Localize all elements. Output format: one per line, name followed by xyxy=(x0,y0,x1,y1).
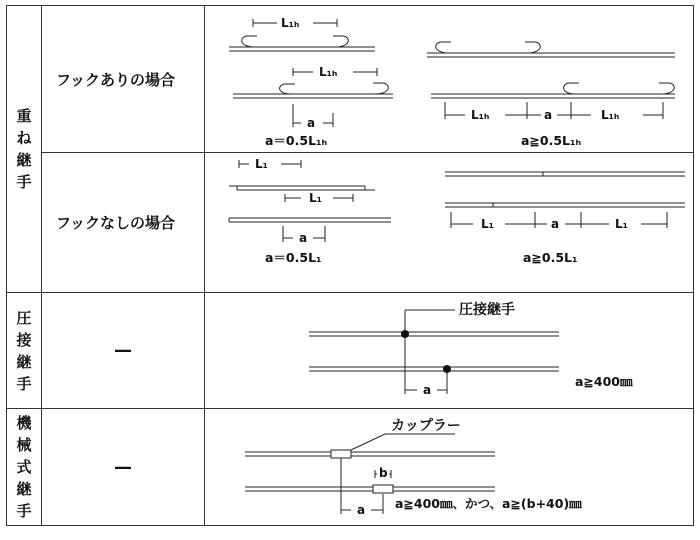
category-char: 継 xyxy=(16,151,32,169)
pressure-weld-category xyxy=(7,293,42,409)
category-char: 械 xyxy=(16,436,32,454)
pressure-weld-diagram-cell xyxy=(205,293,694,409)
hooked-lap-diagram-cell xyxy=(205,6,694,153)
category-char: 接 xyxy=(16,330,32,349)
a-label: a xyxy=(423,382,432,397)
category-char: 手 xyxy=(16,374,32,393)
a-label: a xyxy=(544,107,553,122)
category-char: 式 xyxy=(16,458,32,476)
category-char: 継 xyxy=(16,480,32,498)
plain-sub-label: フックなしの場合 xyxy=(42,153,205,293)
rebar-joint-table xyxy=(6,5,694,526)
mechanical-joint-category xyxy=(7,409,42,526)
caption-right: a≧0.5L₁ xyxy=(523,249,578,265)
pressure-weld-diagram xyxy=(205,294,700,408)
category-char: ね xyxy=(16,129,32,147)
lap-joint-plain-row xyxy=(7,153,694,293)
length-label: L₁ xyxy=(255,156,268,171)
length-label: L₁ xyxy=(309,190,322,205)
mechanical-joint-row xyxy=(7,409,694,526)
pressure-weld-title: 圧接継手 xyxy=(459,301,515,318)
category-char: 手 xyxy=(16,173,32,191)
lap-joint-hooked-row xyxy=(7,6,694,153)
b-label: b xyxy=(379,465,388,480)
length-label: L₁ₕ xyxy=(281,15,300,30)
pressure-weld-sub-label: — xyxy=(42,293,205,409)
pressure-weld-row xyxy=(7,293,694,409)
mechanical-joint-sub-label: — xyxy=(42,409,205,526)
caption-left: a＝0.5L₁ₕ xyxy=(265,132,328,148)
hooked-sub-label: フックありの場合 xyxy=(42,6,205,153)
mechanical-joint-caption: a≧400㎜、かつ、a≧(b+40)㎜ xyxy=(395,495,582,511)
category-char: 機 xyxy=(16,414,32,432)
category-char: 継 xyxy=(16,352,32,371)
category-char: 手 xyxy=(16,502,32,520)
length-label: L₁ₕ xyxy=(471,107,490,122)
plain-lap-diagram xyxy=(205,154,700,292)
length-label: L₁ₕ xyxy=(601,107,620,122)
category-char: 重 xyxy=(16,107,32,125)
caption-left: a＝0.5L₁ xyxy=(265,249,322,265)
pressure-weld-caption: a≧400㎜ xyxy=(575,373,633,389)
caption-right: a≧0.5L₁ₕ xyxy=(521,132,582,148)
length-label: L₁ xyxy=(615,216,628,231)
category-char: 圧 xyxy=(16,308,32,327)
a-label: a xyxy=(551,216,560,231)
a-label: a xyxy=(357,502,366,517)
plain-lap-diagram-cell xyxy=(205,153,694,293)
lap-joint-category xyxy=(7,6,42,293)
a-label: a xyxy=(299,230,308,245)
mechanical-joint-diagram xyxy=(205,410,700,525)
a-label: a xyxy=(307,115,316,130)
length-label: L₁ xyxy=(481,216,494,231)
length-label: L₁ₕ xyxy=(319,64,338,79)
mechanical-joint-diagram-cell xyxy=(205,409,694,526)
hooked-lap-diagram xyxy=(205,7,700,152)
coupler-title: カップラー xyxy=(391,417,461,434)
